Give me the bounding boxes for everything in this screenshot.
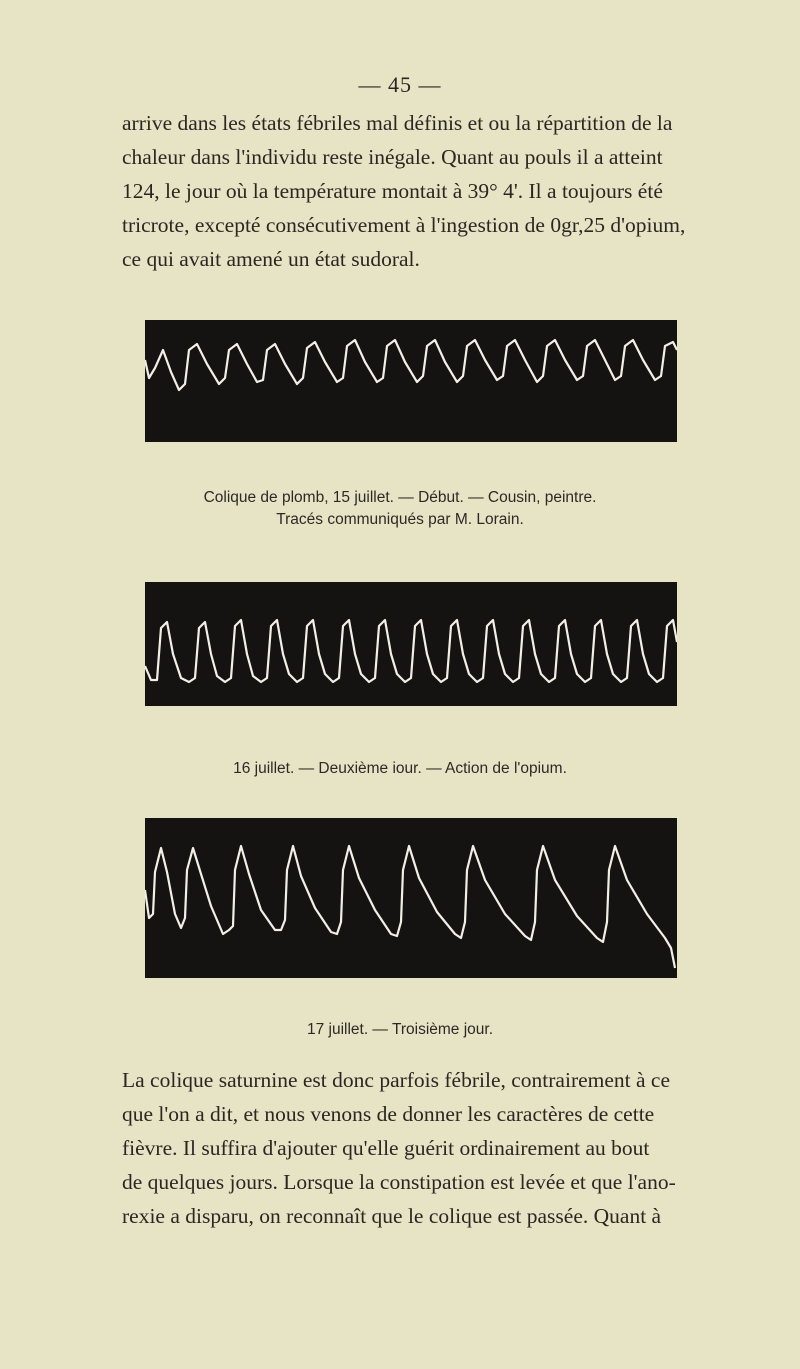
pulse-trace-1 <box>145 320 677 442</box>
figure-1-caption <box>0 487 800 531</box>
pulse-trace-3 <box>145 818 677 978</box>
text-line: de quelques jours. Lorsque la constipation est levée et que l'ano- <box>122 1170 676 1194</box>
pulse-trace-1-svg <box>145 320 677 442</box>
caption-line: Colique de plomb, 15 juillet. — Début. — Cousin, peintre. <box>203 489 597 506</box>
text-line: fièvre. Il suffira d'ajouter qu'elle guérit ordinairement au bout <box>122 1136 650 1160</box>
figure-3-caption <box>0 1019 800 1041</box>
paragraph-bottom <box>122 1063 698 1233</box>
figure-2-caption <box>0 758 800 780</box>
caption-line: 17 juillet. — Troisième jour. <box>306 1021 494 1038</box>
page-number: — 45 — <box>358 72 442 97</box>
caption-line: 16 juillet. — Deuxième iour. — Action de l'opium. <box>233 760 567 777</box>
text-line: rexie a disparu, on reconnaît que le colique est passée. Quant à <box>122 1204 662 1228</box>
pulse-trace-3-svg <box>145 818 677 978</box>
pulse-trace-2-svg <box>145 582 677 706</box>
text-line: La colique saturnine est donc parfois fébrile, contrairement à ce <box>122 1068 671 1092</box>
pulse-trace-2 <box>145 582 677 706</box>
paragraph-top <box>122 106 698 276</box>
text-line: chaleur dans l'individu reste inégale. Quant au pouls il a atteint <box>122 145 663 169</box>
text-line: que l'on a dit, et nous venons de donner les caractères de cette <box>122 1102 655 1126</box>
text-line: ce qui avait amené un état sudoral. <box>122 247 420 271</box>
text-line: 124, le jour où la température montait à 39° 4'. Il a toujours été <box>122 179 663 203</box>
caption-line: Tracés communiqués par M. Lorain. <box>276 511 524 528</box>
text-line: arrive dans les états fébriles mal définis et ou la répartition de la <box>122 111 673 135</box>
text-line: tricrote, excepté consécutivement à l'ingestion de 0gr,25 d'opium, <box>122 213 686 237</box>
